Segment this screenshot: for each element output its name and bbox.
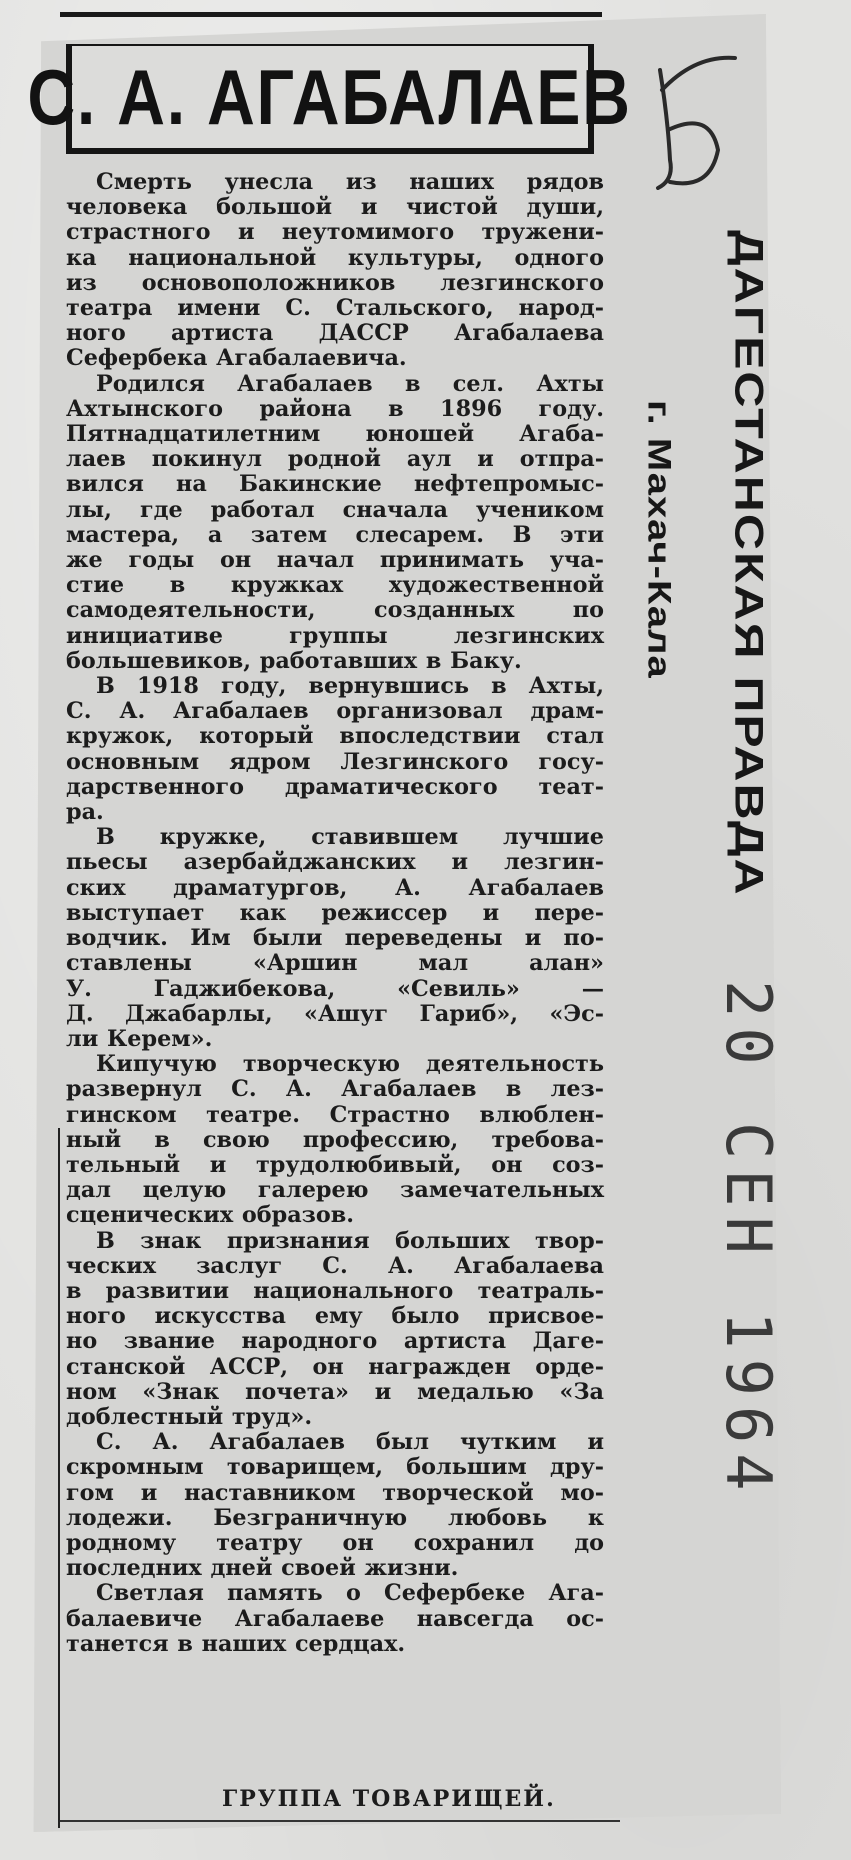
article-line: В кружке, ставившем лучшие [96, 824, 604, 851]
article-line: большевиков, работавших в Баку. [66, 647, 522, 674]
article-line: С. А. Агабалаев был чутким и [96, 1429, 604, 1456]
article-line: вился на Бакинские нефтепромыс- [66, 471, 604, 498]
article-line: стие в кружках художественной [66, 572, 604, 599]
article-line: основным ядром Лезгинского госу- [66, 748, 604, 775]
article-line: последних дней своей жизни. [66, 1555, 459, 1582]
article-line: инициативе группы лезгинских [66, 622, 604, 649]
article-line: родному театру он сохранил до [66, 1529, 604, 1556]
article-line: ном «Знак почета» и медалью «За [66, 1378, 604, 1405]
article-line: ного искусства ему было присвое- [66, 1303, 604, 1330]
article-line: лы, где работал сначала учеником [66, 496, 604, 523]
article-line: В знак признания больших твор- [96, 1227, 604, 1254]
article-line: выступает как режиссер и пере- [66, 899, 604, 926]
article-line: дарственного драматического теат- [66, 773, 604, 800]
article-line: балаевиче Агабалаеве навсегда ос- [66, 1605, 604, 1632]
article-line: водчик. Им были переведены и по- [66, 925, 604, 952]
margin-line [58, 1128, 60, 1828]
article-line: Светлая память о Сефербеке Ага- [96, 1580, 604, 1607]
article-body [66, 170, 604, 1657]
article-line: ставлены «Аршин мал алан» [66, 950, 604, 977]
article-line: в развитии национального театраль- [66, 1277, 604, 1304]
article-line: Смерть унесла из наших рядов [96, 169, 604, 195]
date-stamp: 20 СЕН 1964 [712, 980, 785, 1501]
pencil-mark [640, 50, 740, 190]
article-line: Кипучую творческую деятельность [96, 1051, 604, 1078]
article-line: танется в наших сердцах. [66, 1630, 406, 1657]
article-line: лаев покинул родной аул и отпра- [66, 446, 604, 473]
article-line: ли Керем». [66, 1025, 213, 1052]
article-line: человека большой и чистой души, [66, 194, 604, 221]
article-line: станской АССР, он награжден орде- [66, 1353, 604, 1380]
article-line: развернул С. А. Агабалаев в лез- [66, 1076, 604, 1103]
article-line: ра. [66, 799, 104, 826]
title-box [27, 44, 633, 154]
article-line: театра имени С. Стальского, народ- [66, 295, 604, 322]
article-line: страстного и неутомимого тружени- [66, 219, 604, 246]
article-line: доблестный труд». [66, 1403, 313, 1430]
article-paragraph [66, 372, 604, 674]
top-rule [60, 12, 602, 17]
article-line: Пятнадцатилетним юношей Агаба- [66, 421, 604, 448]
article-line: ный в свою профессию, требова- [66, 1126, 604, 1153]
article-paragraph [66, 825, 604, 1052]
article-paragraph [66, 1052, 604, 1228]
article-line: Сефербека Агабалаевича. [66, 345, 407, 372]
article-line: сценических образов. [66, 1202, 355, 1229]
article-line: ка национальной культуры, одного [66, 244, 604, 271]
article-paragraph [66, 1229, 604, 1431]
article-line: пьесы азербайджанских и лезгин- [66, 849, 604, 876]
article-line: тельный и трудолюбивый, он соз- [66, 1151, 604, 1178]
article-line: из основоположников лезгинского [66, 269, 604, 296]
article-line: Ахтынского района в 1896 году. [66, 395, 604, 422]
article-line: мастера, а затем слесарем. В эти [66, 521, 604, 548]
article-line: В 1918 году, вернувшись в Ахты, [96, 673, 604, 700]
article-line: ских драматургов, А. Агабалаев [66, 874, 604, 901]
article-line: С. А. Агабалаев организовал драм- [66, 698, 604, 725]
article-line: гом и наставником творческой мо- [66, 1479, 604, 1506]
article-line: Д. Джабарлы, «Ашуг Гариб», «Эс- [66, 1000, 604, 1027]
article-paragraph [66, 1581, 604, 1657]
article-line: Родился Агабалаев в сел. Ахты [96, 370, 604, 397]
article-line: лодежи. Безграничную любовь к [66, 1504, 604, 1531]
article-line: У. Гаджибекова, «Севиль» — [66, 975, 604, 1002]
article-title: С. А. АГАБАЛАЕВ [27, 52, 633, 141]
newspaper-masthead: ДАГЕСТАНСКАЯ ПРАВДА [726, 230, 772, 897]
article-line: скромным товарищем, большим дру- [66, 1454, 604, 1481]
article-line: ческих заслуг С. А. Агабалаева [66, 1252, 604, 1279]
article-line: кружок, который впоследствии стал [66, 723, 604, 750]
pencil-five-icon [640, 50, 740, 190]
article-line: самодеятельности, созданных по [66, 597, 604, 624]
article-line: но звание народного артиста Даге- [66, 1328, 604, 1355]
article-line: дал целую галерею замечательных [66, 1177, 604, 1204]
article-paragraph [66, 674, 604, 825]
article-line: ного артиста ДАССР Агабалаева [66, 320, 604, 347]
bottom-rule [60, 1820, 620, 1822]
article-paragraph [66, 1430, 604, 1581]
newspaper-city: г. Махач-Кала [641, 400, 677, 679]
article-paragraph [66, 170, 604, 372]
article-line: же годы он начал принимать уча- [66, 547, 604, 574]
article-signature: ГРУППА ТОВАРИЩЕЙ. [222, 1786, 556, 1812]
article-line: гинском театре. Страстно влюблен- [66, 1101, 604, 1128]
